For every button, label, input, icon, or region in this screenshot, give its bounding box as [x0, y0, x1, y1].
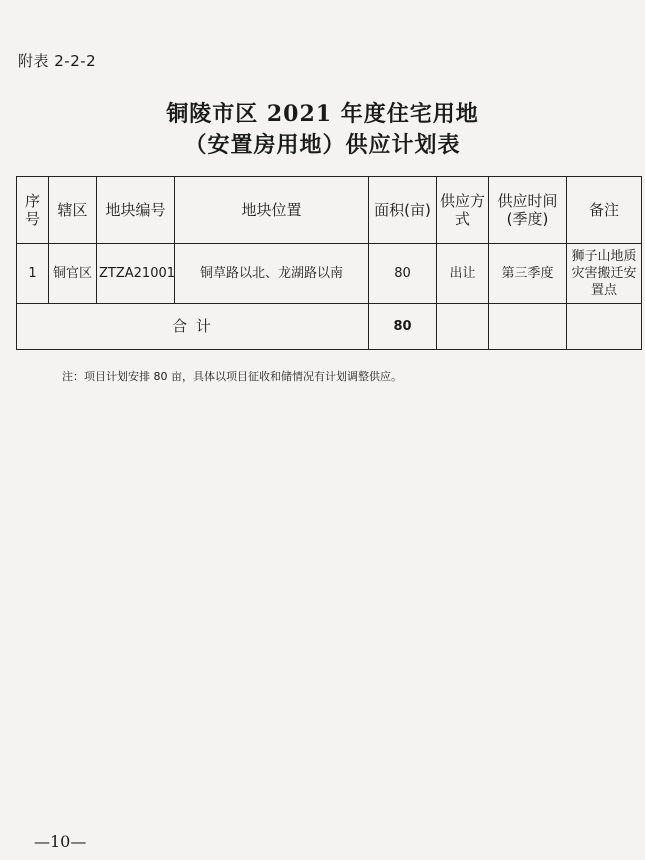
header-district: 辖区: [49, 177, 97, 244]
cell-location: 铜草路以北、龙湖路以南: [175, 244, 369, 304]
cell-remark: 狮子山地质灾害搬迁安置点: [567, 244, 642, 304]
table-note: 注：项目计划安排 80 亩，具体以项目征收和储情况有计划调整供应。: [62, 370, 402, 383]
total-empty-2: [489, 304, 567, 350]
cell-area: 80: [369, 244, 437, 304]
total-label: 合 计: [17, 304, 369, 350]
header-seq: 序号: [17, 177, 49, 244]
table-title-line1: 铜陵市区 2021 年度住宅用地: [166, 101, 479, 127]
page-number: —10—: [34, 832, 87, 851]
header-location: 地块位置: [175, 177, 369, 244]
table-row: [17, 244, 642, 304]
header-remark: 备注: [567, 177, 642, 244]
header-parcel-no: 地块编号: [97, 177, 175, 244]
cell-supply-mode: 出让: [437, 244, 489, 304]
supply-plan-table: [16, 176, 642, 350]
cell-seq: 1: [17, 244, 49, 304]
header-area: 面积(亩): [369, 177, 437, 244]
cell-district: 铜官区: [49, 244, 97, 304]
cell-supply-time: 第三季度: [489, 244, 567, 304]
table-title-line2: （安置房用地）供应计划表: [184, 132, 461, 158]
total-empty-1: [437, 304, 489, 350]
total-empty-3: [567, 304, 642, 350]
cell-parcel-no: ZTZA21001: [97, 244, 175, 304]
header-supply-time: 供应时间(季度): [489, 177, 567, 244]
header-supply-mode: 供应方式: [437, 177, 489, 244]
table-header-row: [17, 177, 642, 244]
appendix-label: 附表 2-2-2: [18, 52, 97, 70]
total-row: [17, 304, 642, 350]
total-area: 80: [369, 304, 437, 350]
